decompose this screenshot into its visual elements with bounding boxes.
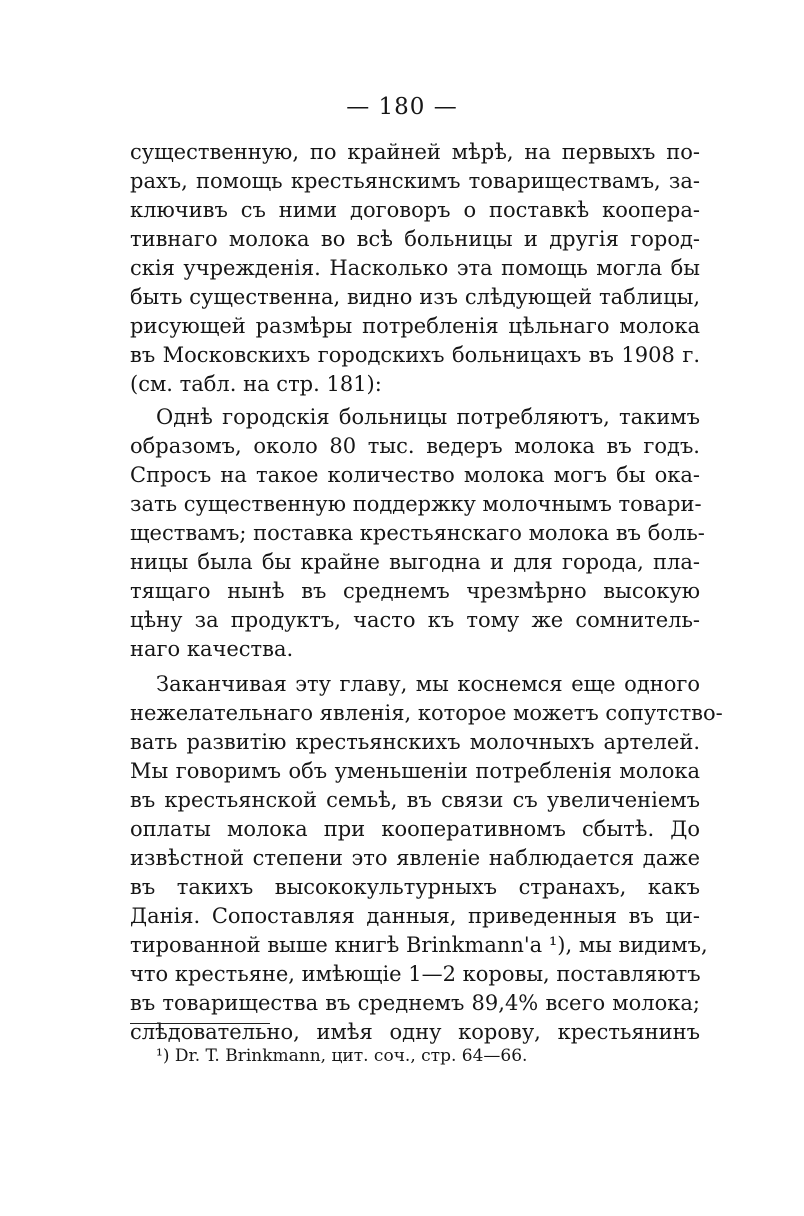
body-text <box>130 138 723 1047</box>
text-line: въ товарищества въ среднемъ 89,4% всего молока; <box>130 991 700 1015</box>
text-line: ключивъ съ ними договоръ о поставкѣ коопера- <box>130 198 700 222</box>
text-line: быть существенна, видно изъ слѣдующей таблицы, <box>130 285 700 309</box>
text-line: образомъ, около 80 тыс. ведеръ молока въ годъ. <box>130 434 700 458</box>
text-line: существенную, по крайней мѣрѣ, на первыхъ по- <box>130 140 700 164</box>
paragraph-1 <box>130 138 700 399</box>
text-line: слѣдовательно, имѣя одну корову, крестьянинъ <box>130 1020 700 1044</box>
footnote-divider <box>130 1023 270 1024</box>
text-line: тированной выше книгѣ Brinkmann'a ¹), мы видимъ, <box>130 933 708 957</box>
text-line: зать существенную поддержку молочнымъ товари- <box>130 492 702 516</box>
text-line: тивнаго молока во всѣ больницы и другія город- <box>130 227 700 251</box>
text-line: оплаты молока при кооперативномъ сбытѣ. До <box>130 817 700 841</box>
text-line: рисующей размѣры потребленія цѣльнаго молока <box>130 314 700 338</box>
text-line: въ такихъ высококультурныхъ странахъ, какъ <box>130 875 700 899</box>
text-line: тящаго нынѣ въ среднемъ чрезмѣрно высокую <box>130 579 700 603</box>
text-line: Однѣ городскія больницы потребляютъ, такимъ <box>156 405 700 429</box>
text-line: вать развитію крестьянскихъ молочныхъ артелей. <box>130 730 700 754</box>
text-line: Спросъ на такое количество молока могъ бы ока- <box>130 463 700 487</box>
text-line: ницы была бы крайне выгодна и для города, пла- <box>130 550 700 574</box>
text-line: цѣну за продуктъ, часто къ тому же сомнитель- <box>130 608 700 632</box>
text-line: рахъ, помощь крестьянскимъ товариществамъ, за- <box>130 169 700 193</box>
text-line: нежелательнаго явленія, которое можетъ сопутство- <box>130 701 723 725</box>
text-line: скія учрежденія. Насколько эта помощь могла бы <box>130 256 700 280</box>
page-number: — 180 — <box>346 94 458 120</box>
footnote: ¹) Dr. T. Brinkmann, цит. соч., стр. 64—66. <box>156 1046 528 1066</box>
text-line: наго качества. <box>130 637 294 661</box>
text-line: Заканчивая эту главу, мы коснемся еще одного <box>156 672 700 696</box>
paragraph-2 <box>130 403 705 664</box>
text-line: Данія. Сопоставляя данныя, приведенныя въ ци- <box>130 904 700 928</box>
text-line: (см. табл. на стр. 181): <box>130 372 382 396</box>
paragraph-3 <box>130 670 723 1047</box>
text-line: въ крестьянской семьѣ, въ связи съ увеличеніемъ <box>130 788 700 812</box>
text-line: извѣстной степени это явленіе наблюдается даже <box>130 846 700 870</box>
text-line: ществамъ; поставка крестьянскаго молока въ боль- <box>130 521 705 545</box>
text-line: въ Московскихъ городскихъ больницахъ въ 1908 г. <box>130 343 700 367</box>
text-line: что крестьяне, имѣющіе 1—2 коровы, поставляютъ <box>130 962 701 986</box>
text-line: Мы говоримъ объ уменьшеніи потребленія молока <box>130 759 700 783</box>
